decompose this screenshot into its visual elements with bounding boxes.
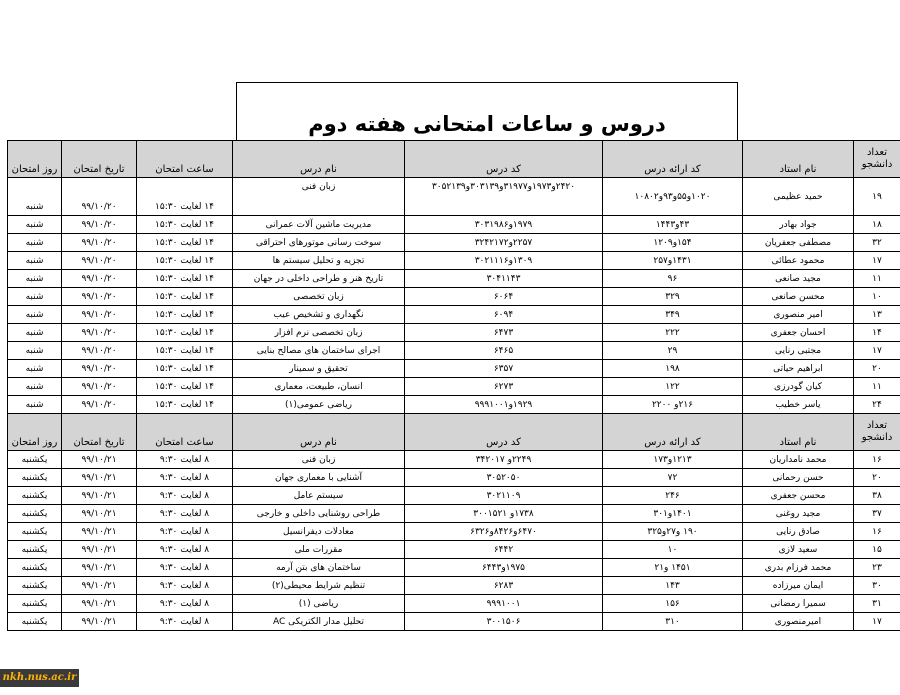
- cell-exam-time: ۱۴ لغایت ۱۵:۳۰: [137, 288, 233, 306]
- table-row: [8, 252, 900, 270]
- cell-course-name: انسان، طبیعت، معماری: [233, 378, 405, 396]
- cell-instructor: محمد فرزام بدری: [743, 559, 854, 577]
- cell-exam-time: ۸ لغایت ۹:۳۰: [137, 595, 233, 613]
- cell-exam-day: یکشنبه: [8, 523, 62, 541]
- cell-exam-date: ۹۹/۱۰/۲۰: [62, 306, 137, 324]
- cell-course-code: ۶۳۵۷: [405, 360, 603, 378]
- cell-offer-code: ۱۴۳۱و۲۵۷: [603, 252, 743, 270]
- cell-course-name: تنظیم شرایط محیطی(۲): [233, 577, 405, 595]
- cell-instructor: کیان گودرزی: [743, 378, 854, 396]
- header-exam-day: روز امتحان: [8, 141, 62, 178]
- cell-exam-time: ۱۴ لغایت ۱۵:۳۰: [137, 306, 233, 324]
- cell-exam-date: ۹۹/۱۰/۲۱: [62, 559, 137, 577]
- cell-exam-time: ۸ لغایت ۹:۳۰: [137, 523, 233, 541]
- cell-course-name: تجزیه و تحلیل سیستم ها: [233, 252, 405, 270]
- cell-exam-date: ۹۹/۱۰/۲۰: [62, 270, 137, 288]
- header-course-name: نام درس: [233, 141, 405, 178]
- table-row: [8, 378, 900, 396]
- cell-course-code: ۱۹۷۹و۳۰۳۱۹۸۶: [405, 216, 603, 234]
- cell-course-name: زبان تخصصی نرم افزار: [233, 324, 405, 342]
- table-row: [8, 523, 900, 541]
- cell-instructor: محسن جعفری: [743, 487, 854, 505]
- cell-course-name: مقررات ملی: [233, 541, 405, 559]
- cell-course-code: ۶۰۶۴: [405, 288, 603, 306]
- cell-exam-date: ۹۹/۱۰/۲۰: [62, 252, 137, 270]
- cell-student-count: ۲۴: [854, 396, 900, 414]
- cell-course-name: ریاضی عمومی(۱): [233, 396, 405, 414]
- cell-instructor: سمیرا رمضانی: [743, 595, 854, 613]
- cell-course-name: تحلیل مدار الکتریکی AC: [233, 613, 405, 631]
- table-row: [8, 360, 900, 378]
- cell-exam-day: شنبه: [8, 342, 62, 360]
- cell-exam-day: شنبه: [8, 234, 62, 252]
- header-exam-time: ساعت امتحان: [137, 141, 233, 178]
- cell-student-count: ۲۰: [854, 360, 900, 378]
- cell-exam-date: ۹۹/۱۰/۲۱: [62, 577, 137, 595]
- cell-exam-day: یکشنبه: [8, 451, 62, 469]
- cell-course-name: نگهداری و تشخیص عیب: [233, 306, 405, 324]
- cell-course-name: زبان فنی: [233, 451, 405, 469]
- cell-student-count: ۱۱: [854, 270, 900, 288]
- table-row: [8, 595, 900, 613]
- cell-offer-code: ۱۰: [603, 541, 743, 559]
- cell-offer-code: ۱۴۰۱و۳۰۱: [603, 505, 743, 523]
- cell-instructor: سعید لازی: [743, 541, 854, 559]
- table-row: [8, 178, 900, 216]
- table-row: [8, 396, 900, 414]
- cell-instructor: امیرمنصوری: [743, 613, 854, 631]
- cell-offer-code: ۲۲۲: [603, 324, 743, 342]
- cell-instructor: مجید صانعی: [743, 270, 854, 288]
- table-row: [8, 505, 900, 523]
- cell-course-name: آشنایی با معماری جهان: [233, 469, 405, 487]
- cell-instructor: حسن رحمانی: [743, 469, 854, 487]
- cell-exam-date: ۹۹/۱۰/۲۱: [62, 469, 137, 487]
- header-row: [8, 141, 900, 178]
- cell-course-code: ۱۷۳۸و ۳۰۰۱۵۲۱: [405, 505, 603, 523]
- cell-course-code: ۱۹۷۵و۶۴۴۳: [405, 559, 603, 577]
- cell-course-code: ۹۹۹۱۰۰۱: [405, 595, 603, 613]
- cell-exam-time: ۱۴ لغایت ۱۵:۳۰: [137, 378, 233, 396]
- cell-course-name: تاریخ هنر و طراحی داخلی در جهان: [233, 270, 405, 288]
- cell-student-count: ۱۷: [854, 342, 900, 360]
- cell-offer-code: ۳۱۰: [603, 613, 743, 631]
- cell-offer-code: ۴۳و۱۴۴۳: [603, 216, 743, 234]
- cell-exam-date: ۹۹/۱۰/۲۱: [62, 595, 137, 613]
- cell-student-count: ۱۷: [854, 252, 900, 270]
- cell-exam-time: ۸ لغایت ۹:۳۰: [137, 469, 233, 487]
- cell-instructor: محمود عطائی: [743, 252, 854, 270]
- cell-student-count: ۱۴: [854, 324, 900, 342]
- cell-offer-code: ۱۵۶: [603, 595, 743, 613]
- header-student-count: تعداد دانشجو: [854, 414, 900, 451]
- header-student-count: تعداد دانشجو: [854, 141, 900, 178]
- cell-exam-day: شنبه: [8, 306, 62, 324]
- cell-offer-code: ۲۴۶: [603, 487, 743, 505]
- table-row: [8, 234, 900, 252]
- table-row: [8, 541, 900, 559]
- cell-exam-day: شنبه: [8, 396, 62, 414]
- table-row: [8, 559, 900, 577]
- table-row: [8, 469, 900, 487]
- cell-offer-code: ۲۱۶و ۲۲۰۰: [603, 396, 743, 414]
- header-offer-code: کد ارائه درس: [603, 414, 743, 451]
- cell-exam-date: ۹۹/۱۰/۲۰: [62, 342, 137, 360]
- cell-student-count: ۱۵: [854, 541, 900, 559]
- cell-course-code: ۶۰۹۴: [405, 306, 603, 324]
- cell-offer-code: ۱۴۵۱ و۲۱: [603, 559, 743, 577]
- cell-exam-day: یکشنبه: [8, 595, 62, 613]
- cell-student-count: ۱۷: [854, 613, 900, 631]
- cell-offer-code: ۹۶: [603, 270, 743, 288]
- cell-exam-date: ۹۹/۱۰/۲۰: [62, 234, 137, 252]
- cell-student-count: ۱۶: [854, 523, 900, 541]
- cell-offer-code: ۱۰۲۰و۵۵و۹۳و۱۰۸۰۲: [603, 178, 743, 216]
- cell-exam-time: ۱۴ لغایت ۱۵:۳۰: [137, 342, 233, 360]
- table-row: [8, 577, 900, 595]
- table-row: [8, 451, 900, 469]
- cell-exam-time: ۸ لغایت ۹:۳۰: [137, 577, 233, 595]
- cell-exam-date: ۹۹/۱۰/۲۱: [62, 541, 137, 559]
- cell-exam-day: یکشنبه: [8, 469, 62, 487]
- cell-exam-date: ۹۹/۱۰/۲۰: [62, 378, 137, 396]
- cell-student-count: ۳۲: [854, 234, 900, 252]
- cell-course-code: ۳۰۴۱۱۴۳: [405, 270, 603, 288]
- table-row: [8, 613, 900, 631]
- cell-exam-time: ۸ لغایت ۹:۳۰: [137, 487, 233, 505]
- cell-instructor: ابراهیم حیاتی: [743, 360, 854, 378]
- cell-exam-time: ۱۴ لغایت ۱۵:۳۰: [137, 324, 233, 342]
- cell-course-code: ۶۴۷۰و۸۴۲۶و۶۳۲۶: [405, 523, 603, 541]
- cell-offer-code: ۷۲: [603, 469, 743, 487]
- cell-instructor: یاسر خطیب: [743, 396, 854, 414]
- cell-offer-code: ۱۲۱۳و۱۷۳: [603, 451, 743, 469]
- cell-course-code: ۶۴۶۵: [405, 342, 603, 360]
- table-row: [8, 216, 900, 234]
- table-row: [8, 306, 900, 324]
- cell-instructor: جواد بهادر: [743, 216, 854, 234]
- cell-exam-date: ۹۹/۱۰/۲۰: [62, 324, 137, 342]
- cell-course-code: ۲۲۵۷و۳۲۴۲۱۷۲: [405, 234, 603, 252]
- cell-exam-date: ۹۹/۱۰/۲۰: [62, 178, 137, 216]
- cell-course-code: ۱۹۲۹و۹۹۹۱۰۰۱: [405, 396, 603, 414]
- cell-exam-day: یکشنبه: [8, 559, 62, 577]
- cell-course-code: ۶۲۷۳: [405, 378, 603, 396]
- cell-exam-date: ۹۹/۱۰/۲۱: [62, 523, 137, 541]
- table-row: [8, 288, 900, 306]
- cell-exam-time: ۸ لغایت ۹:۳۰: [137, 559, 233, 577]
- exam-schedule-table: [7, 140, 900, 631]
- cell-exam-day: یکشنبه: [8, 541, 62, 559]
- cell-student-count: ۳۸: [854, 487, 900, 505]
- cell-exam-date: ۹۹/۱۰/۲۰: [62, 288, 137, 306]
- cell-exam-day: شنبه: [8, 270, 62, 288]
- cell-instructor: ایمان میرزاده: [743, 577, 854, 595]
- cell-instructor: صادق رنایی: [743, 523, 854, 541]
- cell-exam-date: ۹۹/۱۰/۲۱: [62, 487, 137, 505]
- header-exam-day: روز امتحان: [8, 414, 62, 451]
- cell-student-count: ۱۳: [854, 306, 900, 324]
- header-instructor: نام استاد: [743, 141, 854, 178]
- cell-offer-code: ۱۴۳: [603, 577, 743, 595]
- table-body: [8, 141, 900, 631]
- header-exam-date: تاریخ امتحان: [62, 414, 137, 451]
- cell-student-count: ۳۰: [854, 577, 900, 595]
- cell-course-name: مدیریت ماشین آلات عمرانی: [233, 216, 405, 234]
- cell-course-code: ۶۲۸۳: [405, 577, 603, 595]
- cell-offer-code: ۳۲۹: [603, 288, 743, 306]
- cell-instructor: مصطفی جعفریان: [743, 234, 854, 252]
- cell-instructor: حمید عظیمی: [743, 178, 854, 216]
- cell-course-code: ۶۴۴۲: [405, 541, 603, 559]
- header-course-name: نام درس: [233, 414, 405, 451]
- cell-course-name: زبان تخصصی: [233, 288, 405, 306]
- cell-exam-date: ۹۹/۱۰/۲۰: [62, 360, 137, 378]
- cell-student-count: ۱۰: [854, 288, 900, 306]
- cell-offer-code: ۱۹۸: [603, 360, 743, 378]
- cell-exam-time: ۱۴ لغایت ۱۵:۳۰: [137, 360, 233, 378]
- cell-exam-day: شنبه: [8, 252, 62, 270]
- cell-exam-time: ۱۴ لغایت ۱۵:۳۰: [137, 178, 233, 216]
- cell-offer-code: ۱۹۰ و۲۷و۳۲۵: [603, 523, 743, 541]
- cell-exam-time: ۸ لغایت ۹:۳۰: [137, 613, 233, 631]
- cell-student-count: ۲۰: [854, 469, 900, 487]
- cell-course-name: طراحی روشنایی داخلی و خارجی: [233, 505, 405, 523]
- cell-course-code: ۱۳۰۹و۳۰۲۱۱۱۶: [405, 252, 603, 270]
- cell-exam-date: ۹۹/۱۰/۲۱: [62, 451, 137, 469]
- cell-student-count: ۱۶: [854, 451, 900, 469]
- cell-exam-day: شنبه: [8, 216, 62, 234]
- cell-student-count: ۱۱: [854, 378, 900, 396]
- header-exam-date: تاریخ امتحان: [62, 141, 137, 178]
- table-row: [8, 342, 900, 360]
- cell-course-code: ۲۲۴۹و ۳۴۲۰۱۷: [405, 451, 603, 469]
- cell-exam-time: ۱۴ لغایت ۱۵:۳۰: [137, 270, 233, 288]
- cell-exam-time: ۱۴ لغایت ۱۵:۳۰: [137, 216, 233, 234]
- cell-course-name: سیستم عامل: [233, 487, 405, 505]
- cell-exam-time: ۸ لغایت ۹:۳۰: [137, 505, 233, 523]
- cell-exam-time: ۸ لغایت ۹:۳۰: [137, 541, 233, 559]
- cell-student-count: ۳۷: [854, 505, 900, 523]
- header-instructor: نام استاد: [743, 414, 854, 451]
- cell-exam-day: یکشنبه: [8, 577, 62, 595]
- cell-exam-date: ۹۹/۱۰/۲۱: [62, 505, 137, 523]
- cell-exam-date: ۹۹/۱۰/۲۰: [62, 216, 137, 234]
- cell-offer-code: ۱۵۴و۱۲۰۹: [603, 234, 743, 252]
- cell-exam-day: شنبه: [8, 360, 62, 378]
- cell-offer-code: ۳۴۹: [603, 306, 743, 324]
- table-row: [8, 324, 900, 342]
- cell-course-name: ساختمان های بتن آرمه: [233, 559, 405, 577]
- cell-exam-date: ۹۹/۱۰/۲۰: [62, 396, 137, 414]
- cell-exam-day: شنبه: [8, 178, 62, 216]
- cell-exam-time: ۱۴ لغایت ۱۵:۳۰: [137, 234, 233, 252]
- cell-exam-day: یکشنبه: [8, 487, 62, 505]
- cell-course-code: ۲۴۲۰و۱۹۷۳و۳۱۹۷۷و۳۰۳۱۳۹و۳۰۵۲۱۳۹: [405, 178, 603, 216]
- cell-exam-day: شنبه: [8, 378, 62, 396]
- header-row: [8, 414, 900, 451]
- cell-instructor: امیر منصوری: [743, 306, 854, 324]
- cell-exam-time: ۱۴ لغایت ۱۵:۳۰: [137, 396, 233, 414]
- header-exam-time: ساعت امتحان: [137, 414, 233, 451]
- title-box: [236, 82, 738, 140]
- cell-exam-date: ۹۹/۱۰/۲۱: [62, 613, 137, 631]
- header-course-code: کد درس: [405, 141, 603, 178]
- table-row: [8, 487, 900, 505]
- cell-course-name: معادلات دیفرانسیل: [233, 523, 405, 541]
- cell-exam-day: شنبه: [8, 288, 62, 306]
- cell-exam-day: یکشنبه: [8, 505, 62, 523]
- header-course-code: کد درس: [405, 414, 603, 451]
- site-watermark: nkh.nus.ac.ir: [0, 669, 79, 687]
- cell-course-code: ۳۰۲۱۱۰۹: [405, 487, 603, 505]
- cell-offer-code: ۱۲۲: [603, 378, 743, 396]
- cell-exam-day: شنبه: [8, 324, 62, 342]
- cell-instructor: محمد نامداریان: [743, 451, 854, 469]
- cell-exam-time: ۱۴ لغایت ۱۵:۳۰: [137, 252, 233, 270]
- cell-student-count: ۱۹: [854, 178, 900, 216]
- cell-student-count: ۱۸: [854, 216, 900, 234]
- cell-offer-code: ۲۹: [603, 342, 743, 360]
- cell-student-count: ۲۳: [854, 559, 900, 577]
- cell-course-code: ۶۴۷۳: [405, 324, 603, 342]
- cell-instructor: مجتبی رنایی: [743, 342, 854, 360]
- cell-student-count: ۳۱: [854, 595, 900, 613]
- cell-course-code: ۳۰۵۲۰۵۰: [405, 469, 603, 487]
- cell-instructor: مجید روغنی: [743, 505, 854, 523]
- cell-course-name: سوخت رسانی موتورهای احتراقی: [233, 234, 405, 252]
- cell-exam-time: ۸ لغایت ۹:۳۰: [137, 451, 233, 469]
- cell-exam-day: یکشنبه: [8, 613, 62, 631]
- cell-instructor: احسان جعفری: [743, 324, 854, 342]
- cell-course-name: تحقیق و سمینار: [233, 360, 405, 378]
- table-row: [8, 270, 900, 288]
- cell-course-code: ۳۰۰۱۵۰۶: [405, 613, 603, 631]
- cell-instructor: محسن صانعی: [743, 288, 854, 306]
- cell-course-name: زبان فنی: [233, 178, 405, 216]
- cell-course-name: ریاضی (۱): [233, 595, 405, 613]
- page-title: دروس و ساعات امتحانی هفته دوم: [308, 112, 666, 136]
- header-offer-code: کد ارائه درس: [603, 141, 743, 178]
- cell-course-name: اجرای ساختمان های مصالح بنایی: [233, 342, 405, 360]
